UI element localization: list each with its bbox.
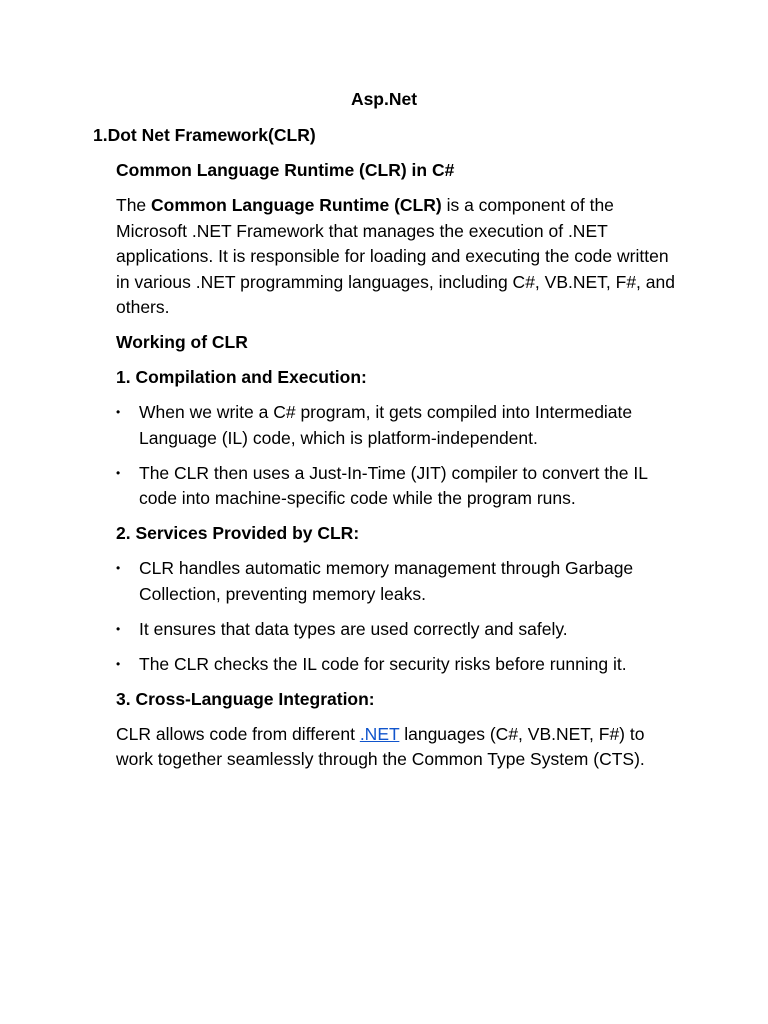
bullet-icon: • <box>116 405 121 419</box>
list-item <box>116 652 676 678</box>
section-heading-services: 2. Services Provided by CLR: <box>116 523 360 543</box>
cross-language-prefix: CLR allows code from different <box>116 723 360 744</box>
section-heading-cross-language: 3. Cross-Language Integration: <box>116 688 375 709</box>
cross-language-paragraph <box>116 722 676 773</box>
section-heading-dotnet-framework: 1.Dot Net Framework(CLR) <box>93 125 316 145</box>
intro-prefix: The <box>116 195 152 215</box>
list-item <box>116 617 676 643</box>
intro-bold-term: Common Language Runtime (CLR) <box>151 195 442 215</box>
dotnet-link[interactable]: .NET <box>359 723 400 744</box>
list-item-text: It ensures that data types are used correctly and safely. <box>139 618 568 639</box>
list-item <box>116 400 676 451</box>
list-item-text: CLR handles automatic memory management through Garbage Collection, preventing memory leaks. <box>139 558 634 604</box>
list-item <box>116 461 676 512</box>
working-heading: Working of CLR <box>116 332 248 352</box>
document-title: Asp.Net <box>350 89 418 109</box>
bullet-icon: • <box>116 656 121 671</box>
list-item-text: When we write a C# program, it gets compiled into Intermediate Language (IL) code, which is platform-independent. <box>139 402 633 448</box>
list-item-text: The CLR then uses a Just-In-Time (JIT) compiler to convert the IL code into machine-specific code while the program runs. <box>139 462 648 508</box>
intro-suffix: is a component of the Microsoft .NET Framework that manages the execution of .NET applications. It is responsible for loading and executing the code written in various .NET programming languages, including C#, VB.NET, F#, and others. <box>116 195 675 317</box>
bullet-icon: • <box>116 621 121 636</box>
intro-paragraph <box>116 193 676 321</box>
bullet-icon: • <box>116 465 121 480</box>
subtitle-clr: Common Language Runtime (CLR) in C# <box>116 160 455 180</box>
section-heading-compilation: 1. Compilation and Execution: <box>116 367 367 387</box>
bullet-icon: • <box>116 561 121 575</box>
cross-language-suffix: languages (C#, VB.NET, F#) to work together seamlessly through the Common Type System (CTS). <box>116 723 645 769</box>
document-body <box>116 158 676 782</box>
compilation-bullet-list <box>116 400 676 512</box>
services-bullet-list <box>116 556 676 677</box>
list-item <box>116 556 676 607</box>
list-item-text: The CLR checks the IL code for security risks before running it. <box>139 653 627 674</box>
